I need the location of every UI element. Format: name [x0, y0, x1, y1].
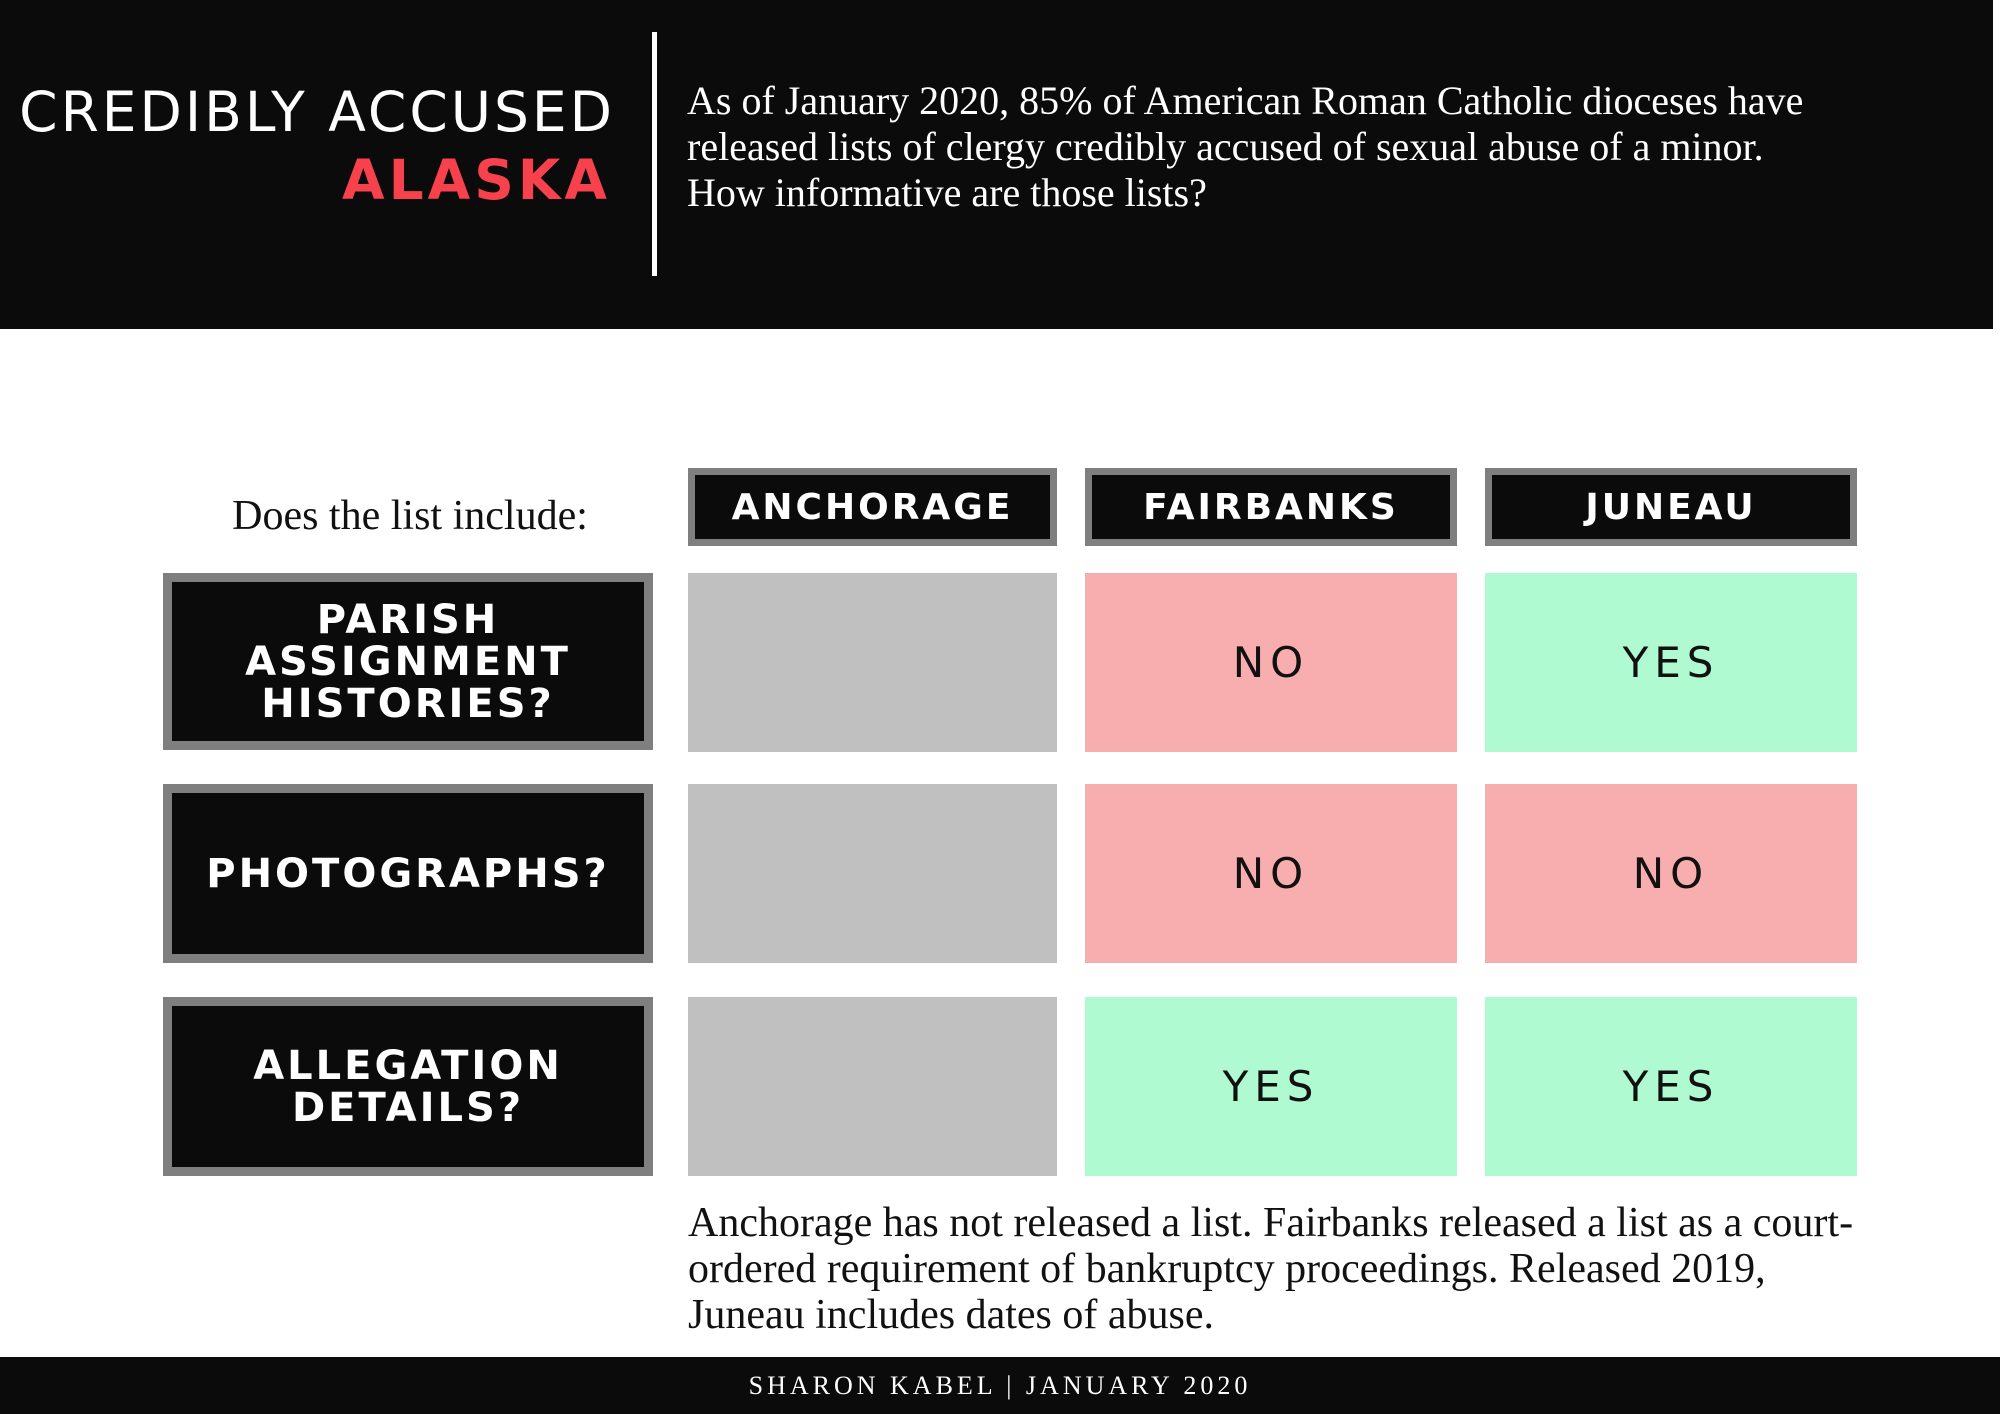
- footnote: Anchorage has not released a list. Fairbanks released a list as a court-ordered requirement of bankruptcy proceedings. Released 2019, Juneau includes dates of abuse.: [688, 1200, 1854, 1338]
- title-alaska: ALASKA: [342, 148, 611, 212]
- row-header-photographs: PHOTOGRAPHS?: [163, 784, 653, 963]
- cell-juneau-photographs: NO: [1485, 784, 1857, 963]
- column-header-juneau: JUNEAU: [1485, 468, 1857, 546]
- footer-credit: SHARON KABEL | JANUARY 2020: [748, 1370, 1252, 1400]
- row-header-allegation-details: ALLEGATION DETAILS?: [163, 997, 653, 1176]
- cell-fairbanks-photographs: NO: [1085, 784, 1457, 963]
- column-header-anchorage: ANCHORAGE: [688, 468, 1057, 546]
- cell-anchorage-parish: [688, 573, 1057, 752]
- header-divider: [652, 32, 657, 276]
- cell-fairbanks-parish: NO: [1085, 573, 1457, 752]
- cell-anchorage-photographs: [688, 784, 1057, 963]
- cell-anchorage-allegation: [688, 997, 1057, 1176]
- column-header-fairbanks: FAIRBANKS: [1085, 468, 1457, 546]
- title-credibly-accused: CREDIBLY ACCUSED: [19, 80, 615, 144]
- question-label: Does the list include:: [232, 493, 588, 539]
- cell-juneau-parish: YES: [1485, 573, 1857, 752]
- cell-juneau-allegation: YES: [1485, 997, 1857, 1176]
- header-banner: [0, 0, 1993, 329]
- intro-text: As of January 2020, 85% of American Roman Catholic dioceses have released lists of clergy credibly accused of sexual abuse of a minor. How informative are those lists?: [687, 78, 1804, 215]
- cell-fairbanks-allegation: YES: [1085, 997, 1457, 1176]
- footer-bar: [0, 1357, 2000, 1414]
- row-header-parish-assignment-histories: PARISH ASSIGNMENT HISTORIES?: [163, 573, 653, 750]
